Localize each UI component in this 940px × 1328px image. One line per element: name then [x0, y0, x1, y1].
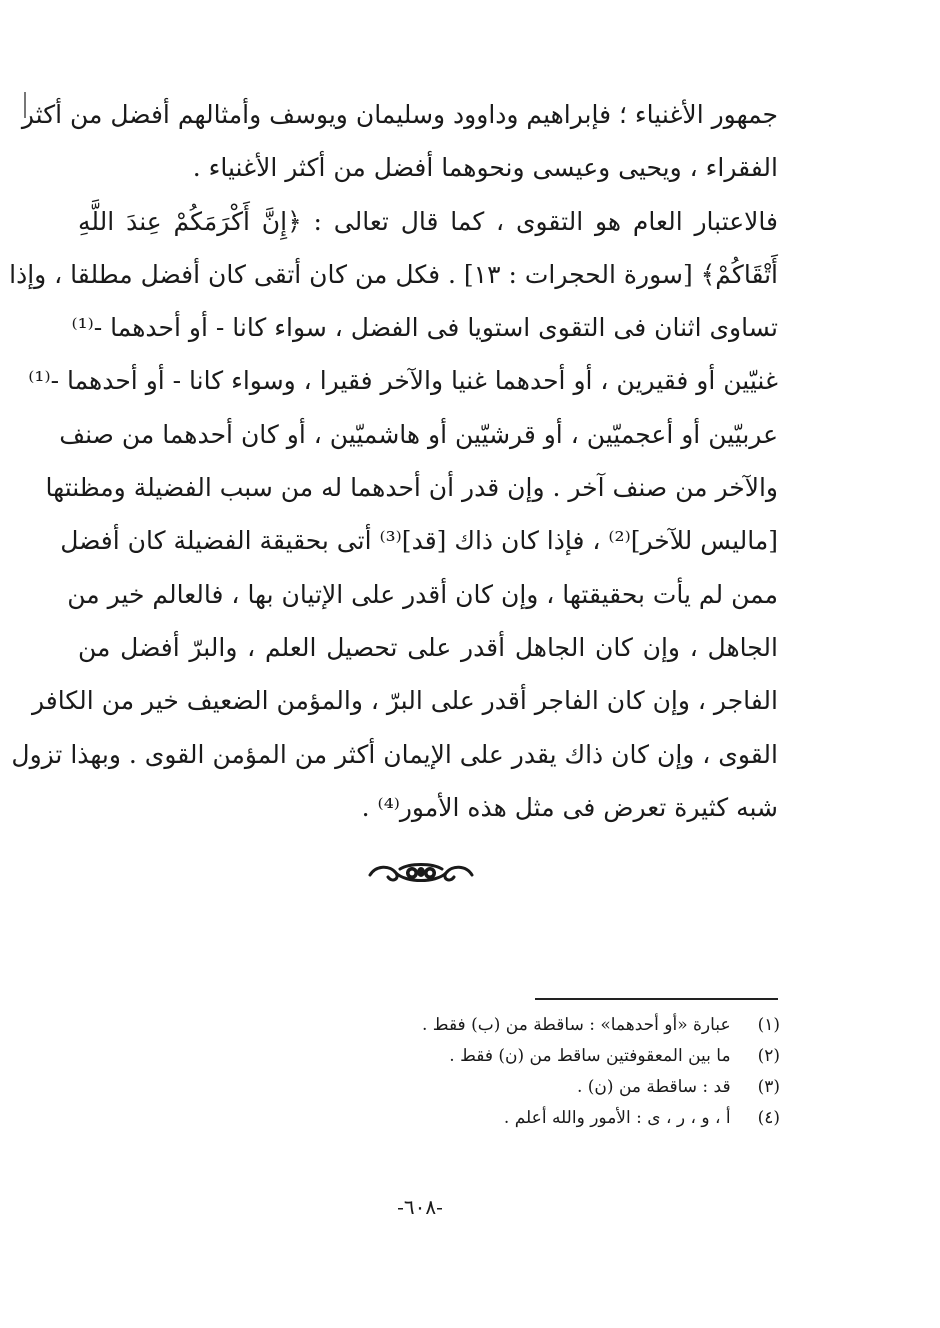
text-line: أَتْقَاكُمْ﴾ [سورة الحجرات : ١٣] . فكل من كان أتقى كان أفضل مطلقا ، وإذا — [9, 259, 778, 289]
footnote-number: (١) — [757, 1015, 780, 1035]
text-line: والآخر من صنف آخر . وإن قدر أن أحدهما له من سبب الفضيلة ومظنتها — [45, 473, 778, 503]
text-line: عربيّين أو أعجميّين ، أو قرشيّين أو هاشميّين ، أو كان أحدهما من صنف — [59, 419, 778, 449]
main-text — [9, 88, 778, 834]
text-line: شبه كثيرة تعرض فى مثل هذه الأمور⁽⁴⁾ . — [361, 792, 778, 822]
footnote-text: أ ، و ، ر ، ى : الأمور والله أعلم . — [503, 1108, 731, 1128]
text-line: تساوى اثنان فى التقوى استويا فى الفضل ، سواء كانا - أو أحدهما -⁽¹⁾ — [71, 313, 778, 343]
footnote-item — [380, 1072, 780, 1103]
text-line: جمهور الأغنياء ؛ فإبراهيم وداوود وسليمان ويوسف وأمثالهم أفضل من أكثر — [21, 100, 778, 129]
footnote-number: (٤) — [757, 1108, 780, 1128]
footnote-item — [380, 1010, 780, 1041]
page-number: -٦٠٨- — [397, 1195, 443, 1219]
decorative-scroll-ornament-icon — [366, 857, 476, 887]
footnote-item — [380, 1103, 780, 1134]
footnotes — [380, 1010, 780, 1134]
footnote-separator — [535, 998, 778, 1000]
footnote-number: (٣) — [757, 1077, 780, 1097]
text-line: الفاجر ، وإن كان الفاجر أقدر على البرّ ، والمؤمن الضعيف خير من الكافر — [32, 686, 778, 716]
text-line: الفقراء ، ويحيى وعيسى ونحوهما أفضل من أكثر الأغنياء . — [192, 153, 778, 183]
footnote-number: (٢) — [757, 1046, 780, 1066]
text-line: القوى ، وإن كان ذاك يقدر على الإيمان أكثر من المؤمن القوى . وبهذا تزول — [11, 739, 778, 769]
footnote-text: ما بين المعقوفتين ساقط من (ن) فقط . — [449, 1046, 731, 1066]
text-line: غنيّين أو فقيرين ، أو أحدهما غنيا والآخر فقيرا ، وسواء كانا - أو أحدهما -⁽¹⁾ — [28, 366, 778, 396]
footnote-text: قد : ساقطة من (ن) . — [576, 1077, 731, 1097]
text-line: [ماليس للآخر]⁽²⁾ ، فإذا كان ذاك [قد]⁽³⁾ أتى بحقيقة الفضيلة كان أفضل — [60, 526, 778, 556]
text-line: الجاهل ، وإن كان الجاهل أقدر على تحصيل العلم ، والبرّ أفضل من — [78, 632, 778, 662]
text-line: ممن لم يأت بحقيقتها ، وإن كان أقدر على الإتيان بها ، فالعالم خير من — [67, 579, 778, 609]
text-line: فالاعتبار العام هو التقوى ، كما قال تعالى : ﴿إِنَّ أَكْرَمَكُمْ عِندَ اللَّهِ — [78, 206, 778, 236]
footnote-item — [380, 1041, 780, 1072]
footnote-text: عبارة «أو أحدهما» : ساقطة من (ب) فقط . — [422, 1015, 731, 1035]
